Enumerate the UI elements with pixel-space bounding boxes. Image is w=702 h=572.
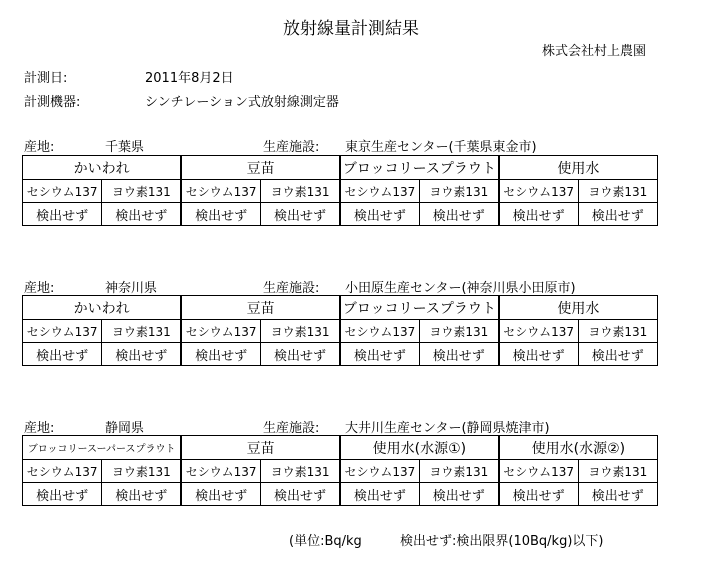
result-cell: 検出せず <box>419 203 498 226</box>
product-header: 使用水(水源②) <box>499 436 658 460</box>
nuclide-header: セシウム137 <box>181 320 260 343</box>
product-header: 使用水 <box>499 156 658 180</box>
nuclide-header: ヨウ素131 <box>419 320 498 343</box>
company-name: 株式会社村上農園 <box>541 44 646 59</box>
product-header: 豆苗 <box>181 156 340 180</box>
nuclide-header-row <box>23 460 658 483</box>
product-header: ブロッコリースプラウト <box>340 296 499 320</box>
result-cell: 検出せず <box>578 343 657 366</box>
facility-name: 東京生産センター(千葉県東金市) <box>345 140 537 155</box>
result-cell: 検出せず <box>419 343 498 366</box>
result-cell: 検出せず <box>419 483 498 506</box>
nuclide-header: セシウム137 <box>499 180 578 203</box>
nuclide-header: ヨウ素131 <box>419 460 498 483</box>
nuclide-header-row <box>23 320 658 343</box>
nuclide-header: セシウム137 <box>340 180 419 203</box>
result-cell: 検出せず <box>578 483 657 506</box>
result-row <box>23 343 658 366</box>
measure-device-value: シンチレーション式放射線測定器 <box>145 95 339 110</box>
result-cell: 検出せず <box>261 483 340 506</box>
nuclide-header: ヨウ素131 <box>578 180 657 203</box>
product-header-row <box>23 296 658 320</box>
result-cell: 検出せず <box>102 483 181 506</box>
nuclide-header: セシウム137 <box>181 460 260 483</box>
nuclide-header: ヨウ素131 <box>419 180 498 203</box>
result-cell: 検出せず <box>23 483 102 506</box>
result-cell: 検出せず <box>181 343 260 366</box>
results-table-kanagawa <box>22 295 658 366</box>
unit-note: (単位:Bq/kg <box>289 534 362 549</box>
result-cell: 検出せず <box>578 203 657 226</box>
facility-name: 小田原生産センター(神奈川県小田原市) <box>345 281 576 296</box>
origin-prefecture: 神奈川県 <box>105 281 158 296</box>
product-header: 豆苗 <box>181 436 340 460</box>
product-header: かいわれ <box>23 296 182 320</box>
product-header-row <box>23 436 658 460</box>
result-row <box>23 483 658 506</box>
product-header-row <box>23 156 658 180</box>
result-cell: 検出せず <box>102 343 181 366</box>
result-cell: 検出せず <box>23 343 102 366</box>
result-cell: 検出せず <box>23 203 102 226</box>
result-cell: 検出せず <box>102 203 181 226</box>
facility-label: 生産施設: <box>263 140 320 155</box>
facility-name: 大井川生産センター(静岡県焼津市) <box>345 421 550 436</box>
result-cell: 検出せず <box>340 203 419 226</box>
product-header: 使用水 <box>499 296 658 320</box>
result-cell: 検出せず <box>499 203 578 226</box>
product-header: 豆苗 <box>181 296 340 320</box>
nuclide-header: ヨウ素131 <box>102 180 181 203</box>
product-header: かいわれ <box>23 156 182 180</box>
nuclide-header: セシウム137 <box>181 180 260 203</box>
origin-label: 産地: <box>24 421 55 436</box>
results-table-shizuoka <box>22 435 658 506</box>
result-row <box>23 203 658 226</box>
facility-label: 生産施設: <box>263 281 320 296</box>
result-cell: 検出せず <box>340 343 419 366</box>
detection-limit-note: 検出せず:検出限界(10Bq/kg)以下) <box>400 534 604 549</box>
result-cell: 検出せず <box>340 483 419 506</box>
result-cell: 検出せず <box>181 203 260 226</box>
nuclide-header: ヨウ素131 <box>102 460 181 483</box>
result-cell: 検出せず <box>261 203 340 226</box>
facility-label: 生産施設: <box>263 421 320 436</box>
result-cell: 検出せず <box>261 343 340 366</box>
origin-label: 産地: <box>24 281 55 296</box>
result-cell: 検出せず <box>499 343 578 366</box>
page-title: 放射線量計測結果 <box>283 19 419 39</box>
result-cell: 検出せず <box>181 483 260 506</box>
nuclide-header: ヨウ素131 <box>578 460 657 483</box>
measure-date-label: 計測日: <box>24 71 68 86</box>
nuclide-header: セシウム137 <box>23 460 102 483</box>
origin-prefecture: 静岡県 <box>105 421 145 436</box>
nuclide-header: ヨウ素131 <box>261 320 340 343</box>
nuclide-header: セシウム137 <box>499 460 578 483</box>
product-header: 使用水(水源①) <box>340 436 499 460</box>
nuclide-header: セシウム137 <box>23 180 102 203</box>
nuclide-header: セシウム137 <box>499 320 578 343</box>
nuclide-header: ヨウ素131 <box>102 320 181 343</box>
origin-prefecture: 千葉県 <box>105 140 145 155</box>
results-table-chiba <box>22 155 658 226</box>
nuclide-header: ヨウ素131 <box>578 320 657 343</box>
nuclide-header: ヨウ素131 <box>261 460 340 483</box>
nuclide-header-row <box>23 180 658 203</box>
product-header: ブロッコリースーパースプラウト <box>23 436 182 460</box>
nuclide-header: ヨウ素131 <box>261 180 340 203</box>
nuclide-header: セシウム137 <box>340 460 419 483</box>
origin-label: 産地: <box>24 140 55 155</box>
nuclide-header: セシウム137 <box>340 320 419 343</box>
measure-date-value: 2011年8月2日 <box>145 71 234 86</box>
nuclide-header: セシウム137 <box>23 320 102 343</box>
result-cell: 検出せず <box>499 483 578 506</box>
product-header: ブロッコリースプラウト <box>340 156 499 180</box>
measure-device-label: 計測機器: <box>24 95 81 110</box>
